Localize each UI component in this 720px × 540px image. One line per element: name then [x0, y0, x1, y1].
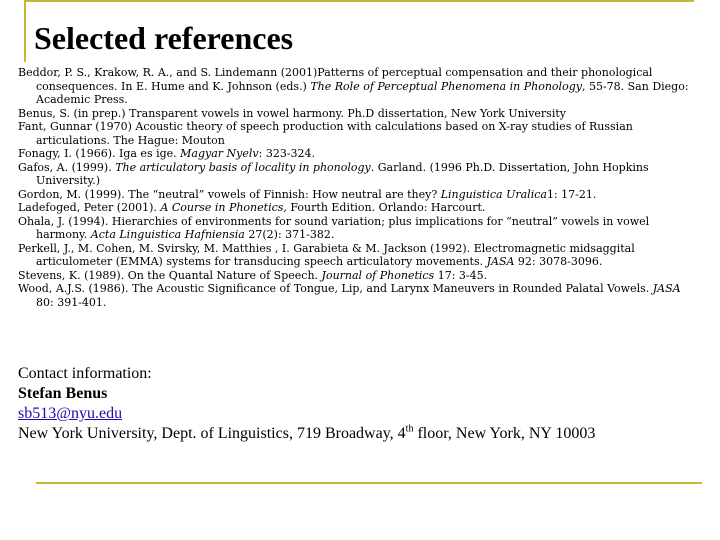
reference-text: : 323-324.: [258, 147, 316, 160]
page-title: Selected references: [34, 20, 294, 56]
reference-item: [18, 66, 698, 107]
reference-item: [18, 201, 698, 215]
reference-title: The Role of Perceptual Phenomena in Phonology: [310, 79, 582, 93]
reference-text: Gordon, M. (1999). The “neutral” vowels of Finnish: How neutral are they?: [18, 187, 441, 201]
contact-heading: Contact information:: [18, 365, 152, 382]
reference-title: Linguistica Uralica: [440, 187, 547, 201]
reference-title: Acta Linguistica Hafniensia: [90, 228, 245, 241]
reference-text: , Fourth Edition. Orlando: Harcourt.: [283, 201, 486, 214]
reference-title: The articulatory basis of locality in phonology: [115, 160, 371, 174]
reference-title: Journal of Phonetics: [321, 268, 435, 282]
reference-text: Gafos, A. (1999).: [18, 160, 116, 174]
reference-text: 92: 3078-3096.: [514, 255, 603, 268]
contact-name: Stefan Benus: [18, 385, 108, 402]
reference-text: Wood, A.J.S. (1986). The Acoustic Significance of Tongue, Lip, and Larynx Maneuvers in Rounded Palatal Vowels.: [18, 282, 653, 295]
contact-email-link[interactable]: sb513@nyu.edu: [18, 405, 123, 422]
reference-title: Magyar Nyelv: [180, 147, 259, 160]
reference-text: Beddor, P. S., Krakow, R. A., and S. Lindemann (2001)Patterns of perceptual compensation and their phonological consequences. In E. Hume and K. Johnson (eds.): [18, 66, 653, 93]
reference-item: [18, 215, 698, 242]
reference-text: . Garland. (1996 Ph.D. Dissertation, John Hopkins University.): [36, 160, 649, 187]
reference-text: Fonagy, I. (1966). Iga es ige.: [18, 147, 181, 160]
reference-item: [18, 147, 698, 161]
accent-top-rule: [24, 0, 694, 2]
reference-item: [18, 282, 698, 309]
contact-address: [18, 424, 708, 444]
reference-item: [18, 161, 698, 188]
reference-text: , 55-78. San Diego: Academic Press.: [36, 79, 689, 106]
contact-block: [18, 364, 708, 444]
accent-vertical-rule: [24, 0, 26, 62]
reference-text: Ladefoged, Peter (2001).: [18, 201, 161, 214]
reference-item: [18, 269, 698, 283]
reference-text: Stevens, K. (1989). On the Quantal Nature of Speech.: [18, 268, 322, 282]
reference-item: [18, 107, 698, 121]
reference-text: 80: 391-401.: [36, 295, 107, 309]
reference-text: Benus, S. (in prep.) Transparent vowels in vowel harmony. Ph.D dissertation, New York University: [18, 106, 566, 120]
reference-text: 27(2): 371-382.: [244, 228, 335, 241]
reference-title: JASA: [486, 255, 515, 268]
reference-text: Perkell, J., M. Cohen, M. Svirsky, M. Matthies , I. Garabieta & M. Jackson (1992). Electromagnetic midsaggital articulometer (EMMA) systems for transducing speech articulatory movements.: [18, 241, 635, 268]
reference-item: [18, 188, 698, 202]
reference-title: A Course in Phonetics: [160, 201, 284, 214]
address-ordinal: th: [405, 423, 414, 435]
reference-text: 17: 3-45.: [434, 268, 488, 282]
reference-item: [18, 242, 698, 269]
address-rest: floor, New York, NY 10003: [413, 425, 596, 442]
reference-list: [18, 66, 698, 309]
accent-bottom-rule: [36, 482, 702, 484]
address-main: New York University, Dept. of Linguistics, 719 Broadway, 4: [18, 425, 406, 442]
reference-title: JASA: [652, 282, 681, 295]
reference-text: 1: 17-21.: [546, 187, 597, 201]
reference-text: Ohala, J. (1994). Hierarchies of environments for sound variation; plus implications for “neutral” vowels in vowel harmony.: [18, 214, 650, 241]
reference-text: Fant, Gunnar (1970) Acoustic theory of speech production with calculations based on X-ray studies of Russian articulations. The Hague: Mouton: [18, 120, 633, 147]
reference-item: [18, 120, 698, 147]
